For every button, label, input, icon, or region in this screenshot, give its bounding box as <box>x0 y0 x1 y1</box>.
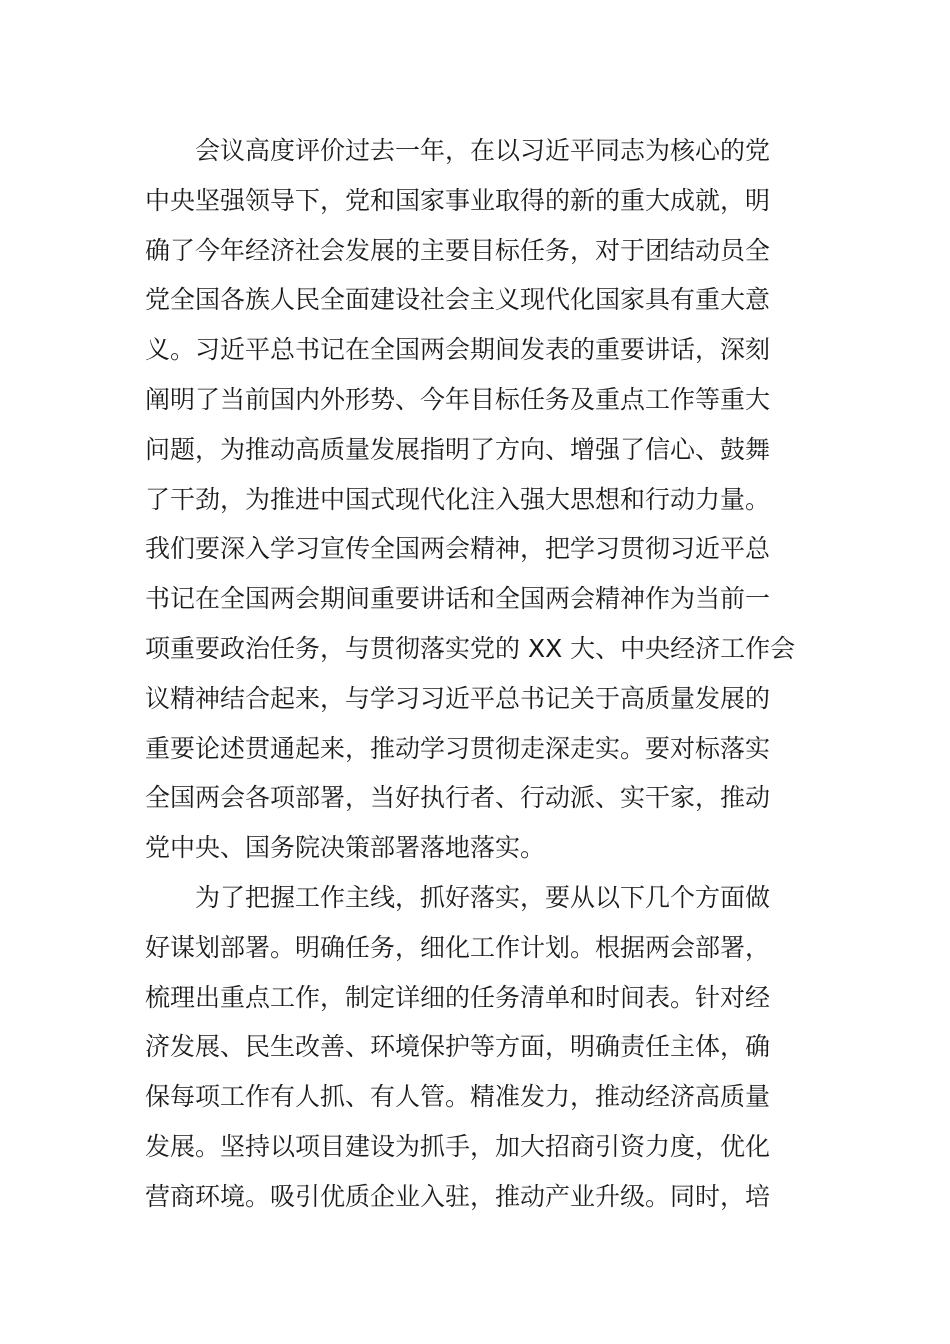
body-text <box>145 126 815 1222</box>
text-line: 问题，为推动高质量发展指明了方向、增强了信心、鼓舞 <box>145 434 771 464</box>
text-line: 中央坚强领导下，党和国家事业取得的新的重大成就，明 <box>145 185 771 215</box>
paragraph-2 <box>145 873 815 1222</box>
text-line: 项重要政治任务，与贯彻落实党的 XX 大、中央经济工作会 <box>145 633 796 663</box>
text-line: 了干劲，为推进中国式现代化注入强大思想和行动力量。 <box>145 484 771 514</box>
text-line: 全国两会各项部署，当好执行者、行动派、实干家，推动 <box>145 783 771 813</box>
text-line: 济发展、民生改善、环境保护等方面，明确责任主体，确 <box>145 1032 771 1062</box>
text-line: 梳理出重点工作，制定详细的任务清单和时间表。针对经 <box>145 982 771 1012</box>
text-line: 为了把握工作主线，抓好落实，要从以下几个方面做 <box>195 882 771 912</box>
text-line: 议精神结合起来，与学习习近平总书记关于高质量发展的 <box>145 683 771 713</box>
text-line: 营商环境。吸引优质企业入驻，推动产业升级。同时，培 <box>145 1181 771 1211</box>
text-line: 好谋划部署。明确任务，细化工作计划。根据两会部署， <box>145 932 771 962</box>
text-line: 阐明了当前国内外形势、今年目标任务及重点工作等重大 <box>145 384 771 414</box>
text-line: 重要论述贯通起来，推动学习贯彻走深走实。要对标落实 <box>145 733 771 763</box>
text-line: 书记在全国两会期间重要讲话和全国两会精神作为当前一 <box>145 584 771 614</box>
paragraph-1 <box>145 126 815 873</box>
text-line: 义。习近平总书记在全国两会期间发表的重要讲话，深刻 <box>145 335 771 365</box>
text-line: 发展。坚持以项目建设为抓手，加大招商引资力度，优化 <box>145 1131 771 1161</box>
text-line: 党全国各族人民全面建设社会主义现代化国家具有重大意 <box>145 285 771 315</box>
text-line: 党中央、国务院决策部署落地落实。 <box>145 833 546 863</box>
text-line: 确了今年经济社会发展的主要目标任务，对于团结动员全 <box>145 235 771 265</box>
text-line: 我们要深入学习宣传全国两会精神，把学习贯彻习近平总 <box>145 534 771 564</box>
text-line: 会议高度评价过去一年，在以习近平同志为核心的党 <box>195 136 771 165</box>
text-line: 保每项工作有人抓、有人管。精准发力，推动经济高质量 <box>145 1082 771 1112</box>
